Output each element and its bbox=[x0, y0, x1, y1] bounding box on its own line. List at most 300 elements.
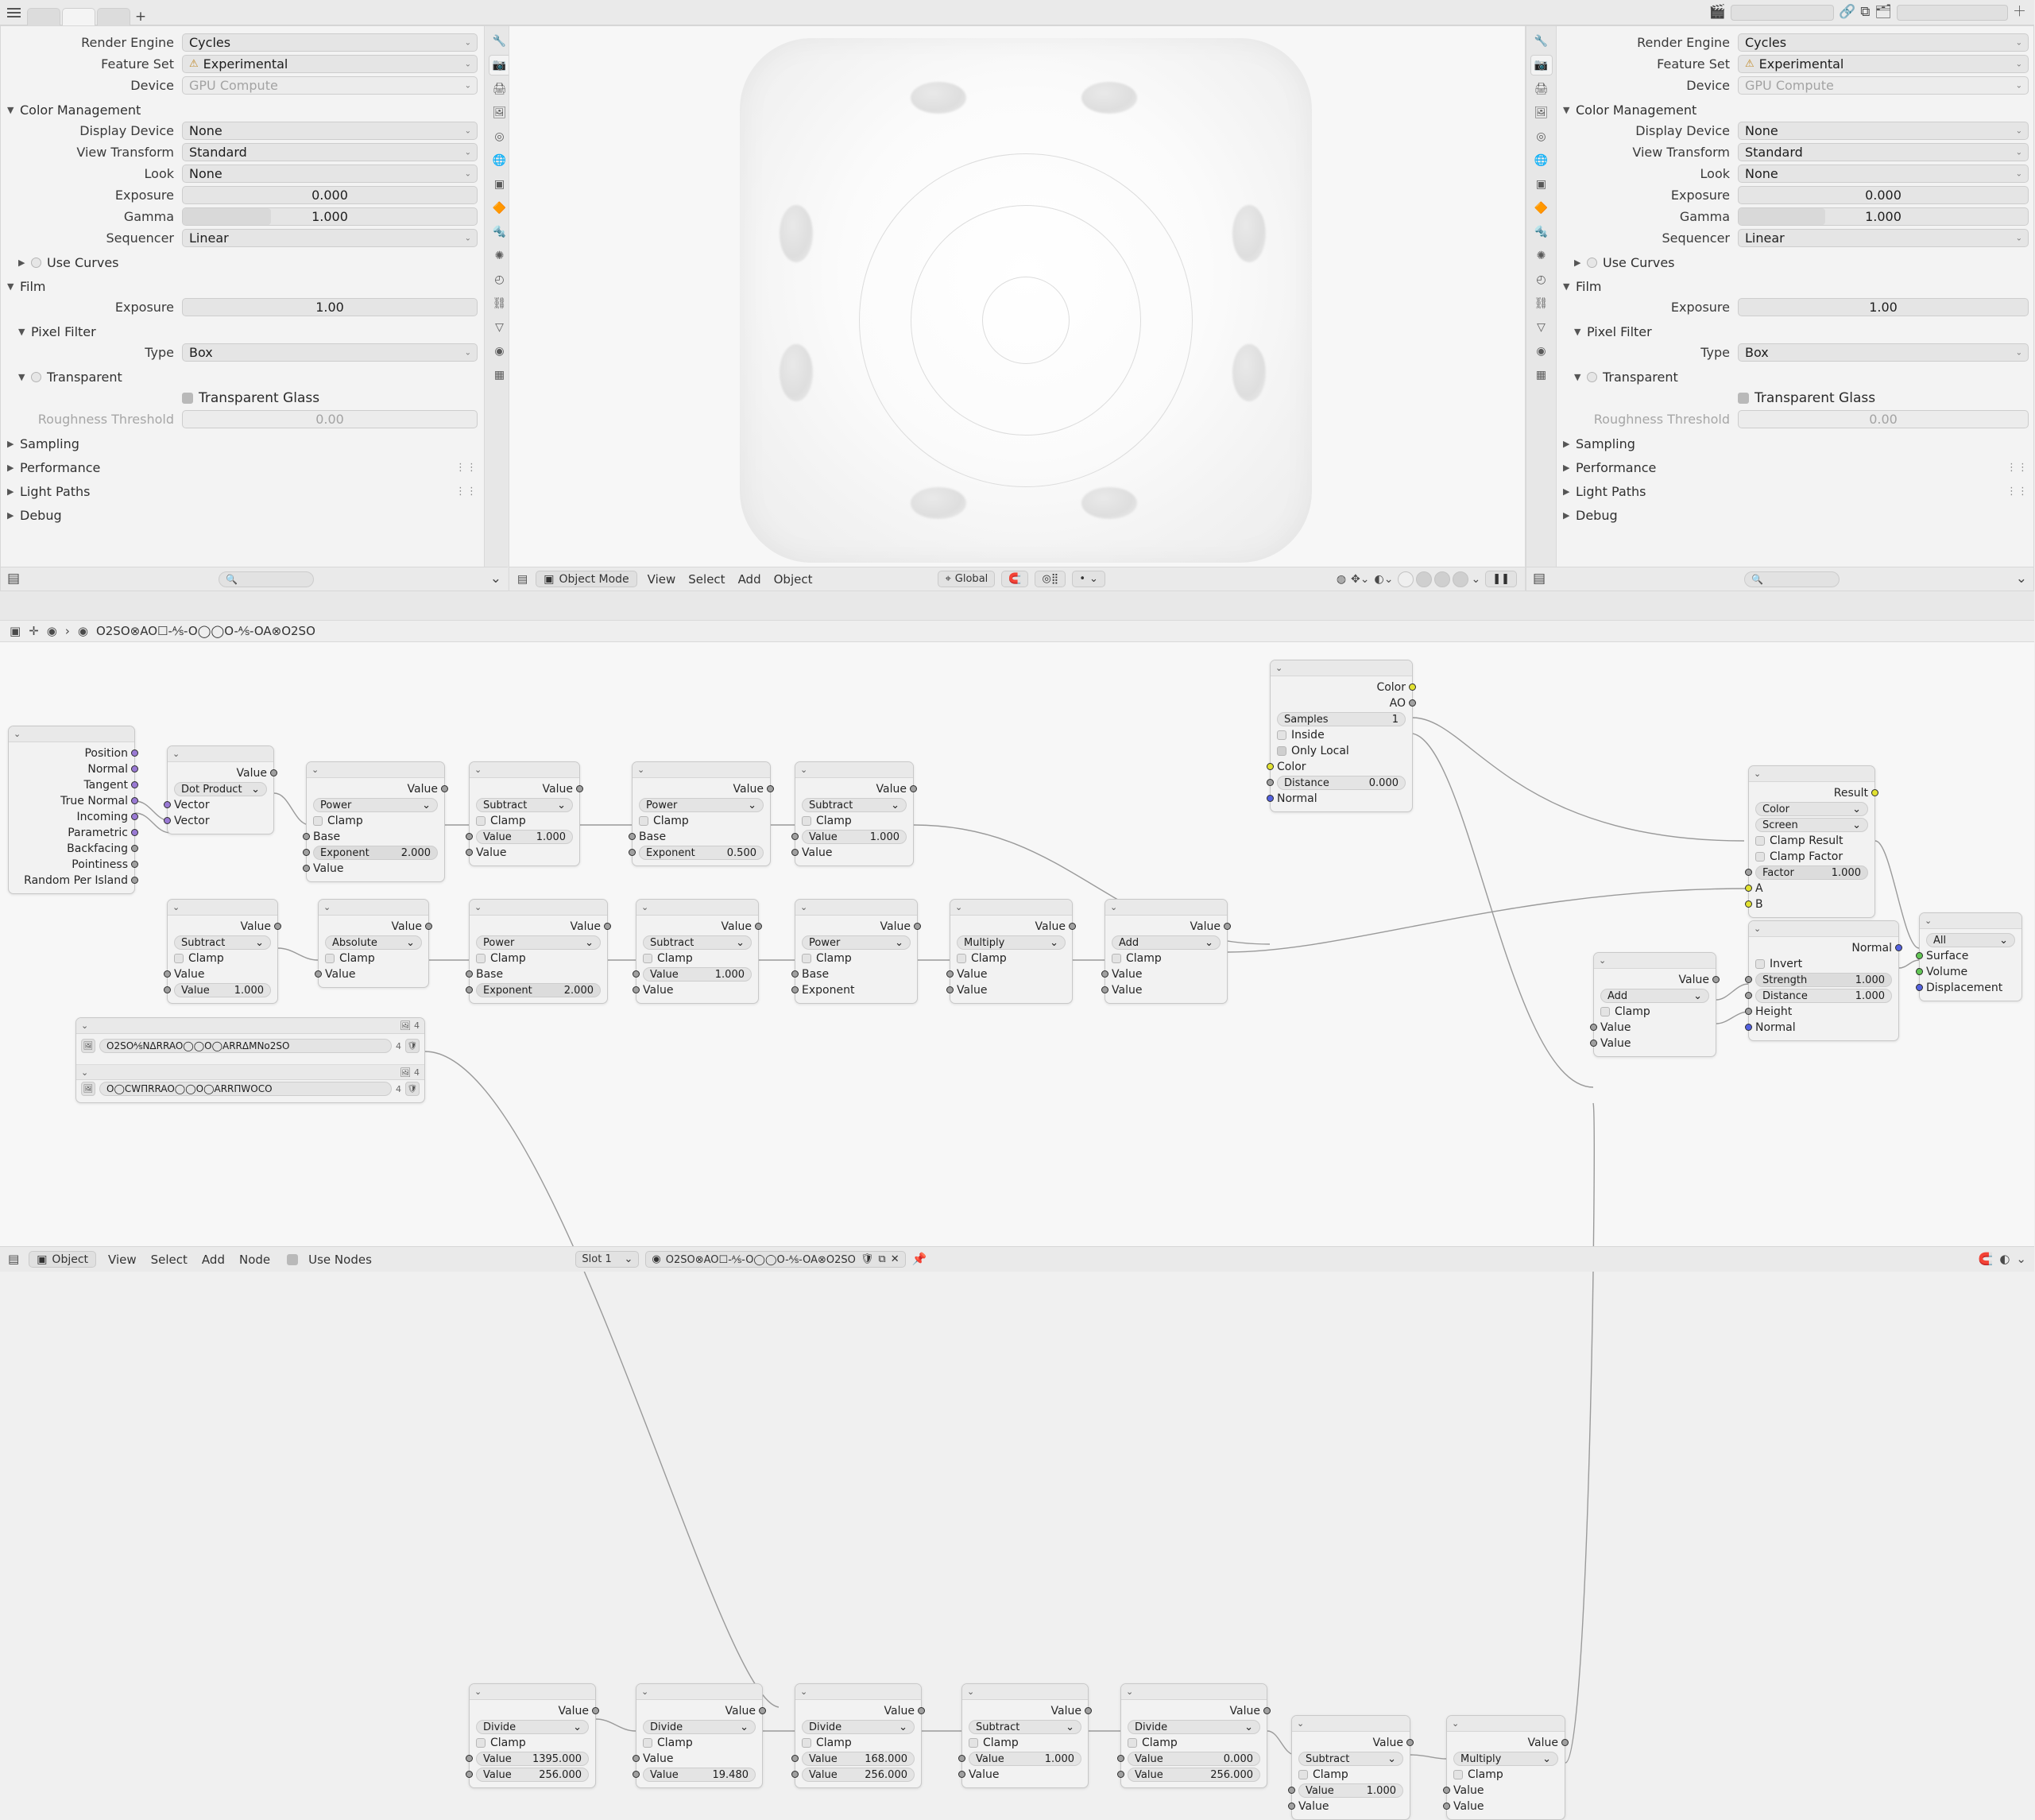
clamp-checkbox[interactable]: Clamp bbox=[470, 813, 579, 829]
checkbox[interactable] bbox=[1453, 1770, 1463, 1779]
ptab-tool-right[interactable]: 🔧 bbox=[1534, 35, 1549, 48]
node-header[interactable] bbox=[1105, 900, 1227, 916]
node-header[interactable] bbox=[76, 1018, 424, 1034]
socket-in[interactable] bbox=[791, 986, 799, 993]
node-input-exponent[interactable]: Exponent 2.000 bbox=[307, 845, 444, 861]
clamp-checkbox[interactable]: Clamp bbox=[1105, 951, 1227, 966]
socket-in[interactable] bbox=[791, 1755, 799, 1762]
node-input-value-1[interactable]: Value 1.000 bbox=[962, 1751, 1088, 1767]
transparent-checkbox[interactable] bbox=[31, 372, 41, 382]
gamma-slider[interactable] bbox=[182, 207, 478, 226]
viewport-menu-view[interactable]: View bbox=[647, 571, 676, 587]
device-dropdown-right[interactable] bbox=[1738, 76, 2029, 95]
socket-out[interactable] bbox=[131, 749, 138, 757]
node-math-power-2[interactable] bbox=[632, 761, 771, 866]
node-sub-header[interactable] bbox=[76, 1064, 424, 1080]
socket-in[interactable] bbox=[633, 986, 640, 993]
socket-in[interactable] bbox=[164, 801, 171, 808]
socket-in[interactable] bbox=[1443, 1803, 1450, 1810]
inside-checkbox[interactable]: Inside bbox=[1271, 727, 1412, 743]
socket-in[interactable] bbox=[958, 1755, 965, 1762]
socket-in[interactable] bbox=[303, 865, 310, 872]
invert-checkbox[interactable]: Invert bbox=[1749, 956, 1898, 972]
render-engine-dropdown[interactable] bbox=[182, 33, 478, 52]
link-icon[interactable]: 🔗 bbox=[1839, 4, 1856, 20]
data-type-dropdown[interactable]: Color ⌄ bbox=[1749, 801, 1874, 817]
clamp-checkbox[interactable]: Clamp bbox=[1292, 1767, 1410, 1783]
node-input-exponent[interactable]: Exponent 2.000 bbox=[470, 982, 607, 998]
node-header[interactable] bbox=[168, 746, 273, 762]
clamp-checkbox[interactable]: Clamp bbox=[636, 1735, 762, 1751]
node-math-multiply-1[interactable] bbox=[950, 899, 1073, 1004]
clamp-checkbox[interactable]: Clamp bbox=[962, 1735, 1088, 1751]
socket-in[interactable] bbox=[466, 970, 473, 978]
image-icon[interactable]: 🖼 bbox=[400, 1020, 411, 1031]
socket-out[interactable] bbox=[131, 845, 138, 852]
exposure-slider[interactable] bbox=[182, 186, 478, 204]
checkbox[interactable] bbox=[639, 816, 648, 826]
node-math-absolute[interactable] bbox=[318, 899, 429, 988]
node-input-value-2[interactable]: Value 256.000 bbox=[795, 1767, 921, 1783]
ptab-physics[interactable]: ◴ bbox=[494, 273, 505, 286]
ptab-object[interactable]: 🔶 bbox=[492, 202, 507, 215]
viewport-menu-add[interactable]: Add bbox=[737, 571, 761, 587]
look-dropdown-right[interactable] bbox=[1738, 165, 2029, 183]
section-light-paths-right[interactable] bbox=[1563, 482, 2029, 501]
socket-out[interactable] bbox=[755, 923, 762, 930]
checkbox[interactable] bbox=[476, 954, 486, 963]
operation-dropdown[interactable]: Divide ⌄ bbox=[470, 1719, 595, 1735]
exposure-slider-right[interactable] bbox=[1738, 186, 2029, 204]
shield-icon[interactable]: 🛡 bbox=[405, 1082, 420, 1096]
blend-mode-dropdown[interactable]: Screen ⌄ bbox=[1749, 817, 1874, 833]
node-math-subtract-1[interactable] bbox=[469, 761, 580, 866]
section-debug-right[interactable] bbox=[1563, 505, 2029, 525]
clamp-result-checkbox[interactable]: Clamp Result bbox=[1749, 833, 1874, 849]
node-header[interactable] bbox=[470, 762, 579, 778]
operation-dropdown[interactable]: Add ⌄ bbox=[1594, 988, 1716, 1004]
ptab-tool[interactable]: 🔧 bbox=[492, 35, 507, 48]
gamma-slider-right[interactable] bbox=[1738, 207, 2029, 226]
socket-out[interactable] bbox=[592, 1707, 599, 1714]
shield-icon[interactable]: 🛡 bbox=[405, 1039, 420, 1053]
view-layer-selector[interactable] bbox=[1897, 5, 2008, 21]
socket-out[interactable] bbox=[131, 829, 138, 836]
shading-wireframe-button[interactable] bbox=[1398, 571, 1414, 587]
socket-in[interactable] bbox=[1267, 779, 1274, 786]
operation-dropdown[interactable]: Power ⌄ bbox=[795, 935, 917, 951]
section-debug[interactable] bbox=[7, 505, 478, 525]
socket-out[interactable] bbox=[131, 877, 138, 884]
node-input-value-1[interactable]: Value 168.000 bbox=[795, 1751, 921, 1767]
node-header[interactable] bbox=[1271, 660, 1412, 676]
node-input-distance[interactable]: Distance 1.000 bbox=[1749, 988, 1898, 1004]
ptab-render-right[interactable]: 📷 bbox=[1530, 55, 1553, 76]
node-input-exponent[interactable]: Exponent 0.500 bbox=[633, 845, 770, 861]
image-name-2[interactable]: O◯CWΠRRAO◯◯O◯ARRΠWOCO bbox=[99, 1082, 392, 1096]
node-header[interactable] bbox=[795, 1684, 921, 1700]
node-input-value-2[interactable]: Value 256.000 bbox=[470, 1767, 595, 1783]
clamp-checkbox[interactable]: Clamp bbox=[319, 951, 428, 966]
node-math-subtract-6[interactable] bbox=[1291, 1715, 1410, 1820]
socket-in[interactable] bbox=[466, 833, 473, 840]
socket-out[interactable] bbox=[131, 813, 138, 820]
node-image-texture-group[interactable] bbox=[75, 1017, 425, 1103]
film-exposure-slider[interactable] bbox=[182, 298, 478, 316]
socket-in[interactable] bbox=[1267, 795, 1274, 802]
editor-type-icon[interactable]: ▤ bbox=[1533, 571, 1546, 587]
socket-in[interactable] bbox=[633, 1771, 640, 1778]
look-dropdown[interactable] bbox=[182, 165, 478, 183]
socket-in[interactable] bbox=[164, 817, 171, 824]
new-material-icon[interactable]: ⧉ bbox=[878, 1253, 886, 1265]
checkbox[interactable] bbox=[1755, 852, 1765, 862]
socket-in[interactable] bbox=[791, 970, 799, 978]
3d-viewport[interactable] bbox=[509, 25, 1526, 591]
node-header[interactable] bbox=[1749, 921, 1898, 937]
socket-in[interactable] bbox=[1745, 869, 1752, 876]
operation-dropdown[interactable]: Power ⌄ bbox=[633, 797, 770, 813]
socket-in[interactable] bbox=[1267, 763, 1274, 770]
overlays-icon[interactable]: ◐⌄ bbox=[1374, 572, 1394, 586]
node-math-subtract-4[interactable] bbox=[636, 899, 759, 1004]
node-input-value-2[interactable]: Value 256.000 bbox=[1121, 1767, 1267, 1783]
socket-out[interactable] bbox=[918, 1707, 925, 1714]
checkbox[interactable] bbox=[476, 1738, 486, 1748]
node-header[interactable] bbox=[1594, 953, 1716, 969]
socket-in[interactable] bbox=[315, 970, 322, 978]
socket-out[interactable] bbox=[1406, 1739, 1414, 1746]
socket-in[interactable] bbox=[1745, 900, 1752, 908]
socket-out[interactable] bbox=[1409, 699, 1416, 707]
section-sampling-right[interactable] bbox=[1563, 434, 2029, 453]
checkbox[interactable] bbox=[313, 816, 323, 826]
node-math-divide-1[interactable] bbox=[469, 1683, 596, 1788]
add-layer-icon[interactable]: ＋ bbox=[2013, 4, 2026, 20]
operation-dropdown[interactable]: Dot Product ⌄ bbox=[168, 781, 273, 797]
overlays-icon[interactable]: ◐ bbox=[1999, 1252, 2010, 1266]
ptab-material-right[interactable]: ◉ bbox=[1536, 345, 1546, 358]
socket-in[interactable] bbox=[1117, 1771, 1124, 1778]
operation-dropdown[interactable]: Absolute ⌄ bbox=[319, 935, 428, 951]
socket-out[interactable] bbox=[1409, 683, 1416, 691]
socket-out[interactable] bbox=[1069, 923, 1076, 930]
clamp-checkbox[interactable]: Clamp bbox=[950, 951, 1072, 966]
socket-in[interactable] bbox=[1916, 984, 1923, 991]
socket-in[interactable] bbox=[791, 833, 799, 840]
checkbox[interactable] bbox=[1755, 836, 1765, 846]
node-input-value-2[interactable]: Value 19.480 bbox=[636, 1767, 762, 1783]
viewport-menu-object[interactable]: Object bbox=[773, 571, 813, 587]
node-input-value-1[interactable]: Value 1.000 bbox=[1292, 1783, 1410, 1799]
ptab-data[interactable]: ▽ bbox=[495, 321, 504, 334]
socket-in[interactable] bbox=[946, 986, 954, 993]
section-light-paths[interactable] bbox=[7, 482, 478, 501]
target-dropdown[interactable]: All ⌄ bbox=[1920, 932, 2021, 948]
socket-out[interactable] bbox=[441, 785, 448, 792]
preset-icon[interactable]: ⋮⋮ bbox=[455, 461, 478, 474]
socket-in[interactable] bbox=[466, 986, 473, 993]
socket-in[interactable] bbox=[946, 970, 954, 978]
clamp-checkbox[interactable]: Clamp bbox=[795, 1735, 921, 1751]
socket-in[interactable] bbox=[1117, 1755, 1124, 1762]
socket-out[interactable] bbox=[1561, 1739, 1569, 1746]
scene-selector[interactable] bbox=[1731, 5, 1834, 21]
socket-out[interactable] bbox=[274, 923, 281, 930]
clamp-checkbox[interactable]: Clamp bbox=[470, 1735, 595, 1751]
node-input-value-1[interactable]: Value 1395.000 bbox=[470, 1751, 595, 1767]
operation-dropdown[interactable]: Power ⌄ bbox=[307, 797, 444, 813]
section-color-management-right[interactable] bbox=[1563, 100, 2029, 119]
pixel-filter-type-dropdown-right[interactable] bbox=[1738, 343, 2029, 362]
operation-dropdown[interactable]: Multiply ⌄ bbox=[950, 935, 1072, 951]
clamp-checkbox[interactable]: Clamp bbox=[636, 951, 758, 966]
image-icon[interactable]: 🖼 bbox=[400, 1067, 411, 1078]
socket-out[interactable] bbox=[131, 781, 138, 788]
image-datablock-row-1[interactable] bbox=[76, 1037, 424, 1055]
shading-rendered-button[interactable] bbox=[1453, 571, 1468, 587]
use-nodes-checkbox[interactable] bbox=[287, 1254, 298, 1265]
operation-dropdown[interactable]: Add ⌄ bbox=[1105, 935, 1227, 951]
interaction-mode-dropdown[interactable] bbox=[536, 571, 636, 587]
editor-type-icon[interactable]: ▣ bbox=[10, 623, 21, 638]
socket-out[interactable] bbox=[767, 785, 774, 792]
section-use-curves[interactable] bbox=[18, 253, 478, 272]
preset-icon[interactable]: ⋮⋮ bbox=[455, 485, 478, 498]
socket-in[interactable] bbox=[791, 1771, 799, 1778]
node-vector-math[interactable] bbox=[167, 745, 274, 834]
socket-out[interactable] bbox=[1085, 1707, 1092, 1714]
checkbox[interactable] bbox=[1128, 1738, 1137, 1748]
ptab-scene-right[interactable]: ◎ bbox=[1536, 130, 1546, 143]
section-pixel-filter-right[interactable] bbox=[1574, 322, 2029, 341]
socket-in[interactable] bbox=[1590, 1040, 1597, 1047]
socket-in[interactable] bbox=[1916, 968, 1923, 975]
node-input-value-1[interactable]: Value 1.000 bbox=[636, 966, 758, 982]
transparent-checkbox-right[interactable] bbox=[1587, 372, 1597, 382]
node-math-divide-4[interactable] bbox=[1120, 1683, 1267, 1788]
node-input-value-1[interactable]: Value 1.000 bbox=[470, 829, 579, 845]
node-menu-select[interactable]: Select bbox=[150, 1252, 188, 1267]
close-icon[interactable]: ✕ bbox=[890, 1253, 900, 1265]
section-film[interactable] bbox=[7, 277, 478, 296]
node-math-add-2[interactable] bbox=[1593, 952, 1716, 1057]
add-icon[interactable]: ✛ bbox=[29, 623, 39, 638]
checkbox[interactable] bbox=[1112, 954, 1121, 963]
clamp-factor-checkbox[interactable]: Clamp Factor bbox=[1749, 849, 1874, 865]
operation-dropdown[interactable]: Divide ⌄ bbox=[795, 1719, 921, 1735]
proportional-falloff-dropdown[interactable] bbox=[1072, 571, 1105, 587]
clamp-checkbox[interactable]: Clamp bbox=[307, 813, 444, 829]
visibility-icon[interactable]: ◍ bbox=[1336, 572, 1347, 586]
workspace-tab-2[interactable] bbox=[62, 8, 95, 25]
socket-out[interactable] bbox=[1871, 789, 1878, 796]
operation-dropdown[interactable]: Multiply ⌄ bbox=[1447, 1751, 1565, 1767]
node-header[interactable] bbox=[795, 762, 913, 778]
properties-search-left[interactable] bbox=[219, 571, 314, 587]
node-header[interactable] bbox=[636, 900, 758, 916]
ptab-modifier[interactable]: 🔩 bbox=[492, 226, 507, 238]
socket-out[interactable] bbox=[1263, 1707, 1271, 1714]
checkbox[interactable] bbox=[802, 816, 811, 826]
socket-in[interactable] bbox=[633, 1755, 640, 1762]
socket-in[interactable] bbox=[629, 833, 636, 840]
section-performance[interactable] bbox=[7, 458, 478, 477]
use-curves-checkbox[interactable] bbox=[31, 258, 41, 268]
ptab-particles[interactable]: ✺ bbox=[494, 250, 505, 262]
socket-out[interactable] bbox=[759, 1707, 766, 1714]
socket-out[interactable] bbox=[1895, 944, 1902, 951]
section-film-right[interactable] bbox=[1563, 277, 2029, 296]
node-header[interactable] bbox=[1749, 766, 1874, 782]
checkbox[interactable] bbox=[1755, 959, 1765, 969]
workspace-tab-3[interactable] bbox=[97, 8, 130, 25]
socket-in[interactable] bbox=[1745, 885, 1752, 892]
use-curves-checkbox-right[interactable] bbox=[1587, 258, 1597, 268]
checkbox[interactable] bbox=[643, 1738, 652, 1748]
ptab-modifier-right[interactable]: 🔩 bbox=[1534, 226, 1549, 238]
preset-icon[interactable]: ⋮⋮ bbox=[2006, 485, 2029, 498]
socket-in[interactable] bbox=[1443, 1787, 1450, 1794]
filter-icon[interactable]: ⌄ bbox=[2015, 571, 2027, 587]
ptab-collection[interactable]: ▣ bbox=[493, 178, 505, 191]
socket-out[interactable] bbox=[604, 923, 611, 930]
node-header[interactable] bbox=[9, 726, 134, 742]
transform-orientation-dropdown[interactable] bbox=[938, 571, 995, 587]
clamp-checkbox[interactable]: Clamp bbox=[795, 813, 913, 829]
node-bump[interactable] bbox=[1748, 920, 1899, 1041]
socket-in[interactable] bbox=[466, 849, 473, 856]
node-header[interactable] bbox=[950, 900, 1072, 916]
pin-icon[interactable]: 📌 bbox=[911, 1252, 927, 1266]
film-exposure-slider-right[interactable] bbox=[1738, 298, 2029, 316]
checkbox[interactable] bbox=[969, 1738, 978, 1748]
ptab-render[interactable]: 📷 bbox=[489, 55, 511, 76]
preset-icon[interactable]: ⋮⋮ bbox=[2006, 461, 2029, 474]
node-ambient-occlusion[interactable] bbox=[1270, 660, 1413, 812]
socket-in[interactable] bbox=[1288, 1803, 1295, 1810]
ptab-data-right[interactable]: ▽ bbox=[1537, 321, 1546, 334]
ptab-output-right[interactable]: 🖨 bbox=[1534, 83, 1549, 95]
socket-in[interactable] bbox=[1745, 1024, 1752, 1031]
node-input-strength[interactable]: Strength 1.000 bbox=[1749, 972, 1898, 988]
chevron-down-icon[interactable]: ⌄ bbox=[2016, 1252, 2026, 1266]
ptab-texture-right[interactable]: ▦ bbox=[1535, 369, 1547, 381]
checkbox[interactable] bbox=[802, 954, 811, 963]
node-header[interactable] bbox=[319, 900, 428, 916]
operation-dropdown[interactable]: Subtract ⌄ bbox=[168, 935, 277, 951]
feature-set-dropdown-right[interactable] bbox=[1738, 55, 2029, 73]
material-datablock[interactable] bbox=[645, 1251, 905, 1268]
checkbox[interactable] bbox=[1600, 1007, 1610, 1016]
node-material-output[interactable] bbox=[1919, 912, 2022, 1001]
browse-image-icon[interactable]: 🖼 bbox=[81, 1039, 95, 1053]
clamp-checkbox[interactable]: Clamp bbox=[795, 951, 917, 966]
node-input-value-2[interactable]: Value 1.000 bbox=[168, 982, 277, 998]
socket-in[interactable] bbox=[958, 1771, 965, 1778]
node-header[interactable] bbox=[1447, 1716, 1565, 1732]
ptab-constraints-right[interactable]: ⛓ bbox=[1534, 297, 1549, 310]
node-input-distance[interactable]: Distance 0.000 bbox=[1271, 775, 1412, 791]
socket-in[interactable] bbox=[466, 1771, 473, 1778]
section-color-management[interactable] bbox=[7, 100, 478, 119]
device-dropdown[interactable] bbox=[182, 76, 478, 95]
sequencer-dropdown-right[interactable] bbox=[1738, 229, 2029, 247]
filter-icon[interactable]: ⌄ bbox=[489, 571, 501, 587]
section-transparent[interactable] bbox=[18, 367, 478, 386]
socket-in[interactable] bbox=[1590, 1024, 1597, 1031]
shading-material-button[interactable] bbox=[1434, 571, 1450, 587]
node-header[interactable] bbox=[1292, 1716, 1410, 1732]
node-header[interactable] bbox=[795, 900, 917, 916]
checkbox[interactable] bbox=[643, 954, 652, 963]
socket-out[interactable] bbox=[425, 923, 432, 930]
clamp-checkbox[interactable]: Clamp bbox=[633, 813, 770, 829]
ptab-object-right[interactable]: 🔶 bbox=[1534, 202, 1549, 215]
slot-dropdown[interactable] bbox=[575, 1251, 639, 1268]
clamp-checkbox[interactable]: Clamp bbox=[1121, 1735, 1267, 1751]
socket-out[interactable] bbox=[131, 797, 138, 804]
snap-icon[interactable]: 🧲 bbox=[1978, 1252, 1994, 1266]
ptab-collection-right[interactable]: ▣ bbox=[1535, 178, 1547, 191]
socket-out[interactable] bbox=[270, 769, 277, 776]
ptab-world-right[interactable]: 🌐 bbox=[1534, 154, 1549, 167]
checkbox[interactable] bbox=[1277, 746, 1286, 756]
roughness-threshold-slider[interactable] bbox=[182, 410, 478, 428]
ptab-world[interactable]: 🌐 bbox=[492, 154, 507, 167]
node-header[interactable] bbox=[633, 762, 770, 778]
node-header[interactable] bbox=[470, 900, 607, 916]
display-device-dropdown-right[interactable] bbox=[1738, 122, 2029, 140]
socket-in[interactable] bbox=[164, 986, 171, 993]
node-math-power-3[interactable] bbox=[469, 899, 608, 1004]
browse-image-icon[interactable]: 🖼 bbox=[81, 1082, 95, 1096]
transparent-glass-checkbox[interactable] bbox=[182, 393, 193, 404]
checkbox[interactable] bbox=[476, 816, 486, 826]
node-math-subtract-3[interactable] bbox=[167, 899, 278, 1004]
node-math-add-1[interactable] bbox=[1105, 899, 1228, 1004]
checkbox[interactable] bbox=[802, 1738, 811, 1748]
node-input-value-1[interactable]: Value 1.000 bbox=[795, 829, 913, 845]
socket-in[interactable] bbox=[1101, 986, 1108, 993]
socket-in[interactable] bbox=[1101, 970, 1108, 978]
socket-out[interactable] bbox=[1224, 923, 1231, 930]
feature-set-dropdown[interactable] bbox=[182, 55, 478, 73]
pixel-filter-type-dropdown[interactable] bbox=[182, 343, 478, 362]
checkbox[interactable] bbox=[325, 954, 335, 963]
socket-in[interactable] bbox=[303, 849, 310, 856]
properties-search-right[interactable] bbox=[1744, 571, 1840, 587]
socket-in[interactable] bbox=[1745, 992, 1752, 999]
clamp-checkbox[interactable]: Clamp bbox=[470, 951, 607, 966]
viewport-menu-select[interactable]: Select bbox=[688, 571, 725, 587]
socket-in[interactable] bbox=[629, 849, 636, 856]
section-performance-right[interactable] bbox=[1563, 458, 2029, 477]
editor-type-icon[interactable]: ▤ bbox=[517, 572, 528, 586]
section-use-curves-right[interactable] bbox=[1574, 253, 2029, 272]
operation-dropdown[interactable]: Divide ⌄ bbox=[1121, 1719, 1267, 1735]
node-math-subtract-5[interactable] bbox=[961, 1683, 1089, 1788]
node-math-power-1[interactable] bbox=[306, 761, 445, 882]
shading-solid-button[interactable] bbox=[1416, 571, 1432, 587]
workspace-tab-1[interactable] bbox=[27, 8, 60, 25]
operation-dropdown[interactable]: Power ⌄ bbox=[470, 935, 607, 951]
node-math-power-4[interactable] bbox=[795, 899, 918, 1004]
clamp-checkbox[interactable]: Clamp bbox=[1447, 1767, 1565, 1783]
section-pixel-filter[interactable] bbox=[18, 322, 478, 341]
shield-icon[interactable]: 🛡 bbox=[860, 1253, 874, 1265]
transparent-glass-checkbox-right[interactable] bbox=[1738, 393, 1749, 404]
